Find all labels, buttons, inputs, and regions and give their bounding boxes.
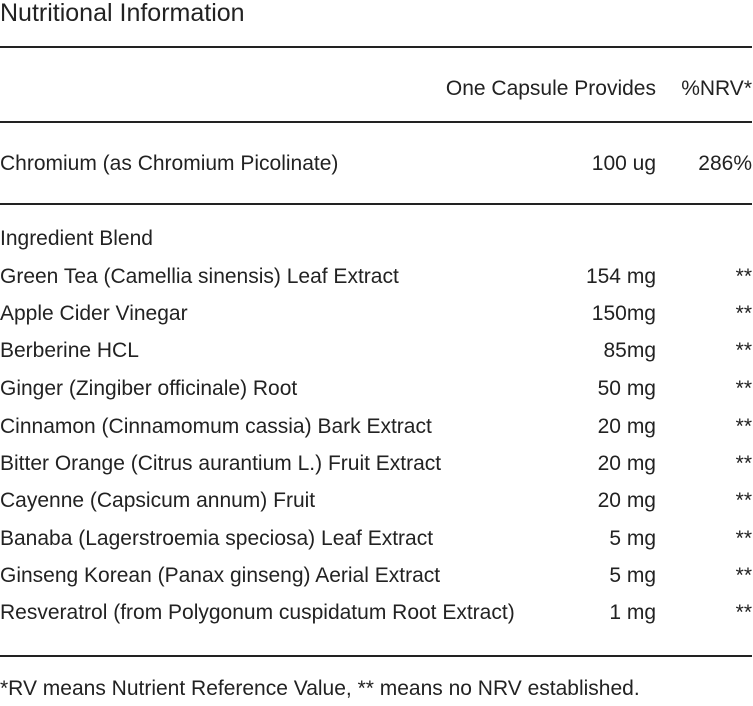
- divider-vitamin: [0, 203, 752, 205]
- divider-bottom: [0, 655, 752, 657]
- table-row: [0, 522, 753, 556]
- ingredient-nrv: **: [735, 302, 752, 325]
- ingredient-name: Berberine HCL: [0, 339, 139, 362]
- ingredient-amount: 150mg: [591, 302, 656, 325]
- table-row: [0, 559, 753, 593]
- footnote: *RV means Nutrient Reference Value, ** means no NRV established.: [0, 677, 640, 700]
- divider-header: [0, 121, 752, 123]
- table-row: [0, 410, 753, 444]
- page-title: Nutritional Information: [0, 0, 245, 27]
- ingredient-nrv: **: [735, 527, 752, 550]
- ingredient-name: Cayenne (Capsicum annum) Fruit: [0, 489, 316, 512]
- table-row: [0, 372, 753, 406]
- ingredient-nrv: **: [735, 564, 752, 587]
- ingredient-amount: 20 mg: [597, 452, 656, 475]
- ingredient-nrv: **: [735, 601, 752, 624]
- ingredient-name: Resveratrol (from Polygonum cuspidatum Root Extract): [0, 601, 515, 624]
- divider-top: [0, 46, 752, 48]
- ingredient-amount: 1 mg: [609, 601, 656, 624]
- ingredient-name: Ginseng Korean (Panax ginseng) Aerial Extract: [0, 564, 441, 587]
- vitamin-row: [0, 147, 753, 181]
- ingredient-nrv: **: [735, 415, 752, 438]
- ingredient-name: Banaba (Lagerstroemia speciosa) Leaf Extract: [0, 527, 434, 550]
- vitamin-nrv: 286%: [698, 152, 752, 175]
- ingredient-nrv: **: [735, 452, 752, 475]
- table-row: [0, 447, 753, 481]
- ingredient-nrv: **: [735, 265, 752, 288]
- ingredient-name: Cinnamon (Cinnamomum cassia) Bark Extract: [0, 415, 432, 438]
- ingredient-amount: 20 mg: [597, 415, 656, 438]
- ingredient-name: Apple Cider Vinegar: [0, 302, 188, 325]
- ingredient-name: Ginger (Zingiber officinale) Root: [0, 377, 298, 400]
- table-row: [0, 596, 753, 630]
- ingredient-amount: 5 mg: [609, 564, 656, 587]
- ingredient-nrv: **: [735, 377, 752, 400]
- table-row: [0, 484, 753, 518]
- vitamin-amount: 100 ug: [591, 152, 656, 175]
- ingredient-nrv: **: [735, 489, 752, 512]
- table-header-row: [0, 72, 753, 106]
- ingredient-nrv: **: [735, 339, 752, 362]
- vitamin-name: Chromium (as Chromium Picolinate): [0, 152, 339, 175]
- table-row: [0, 297, 753, 331]
- table-row: [0, 334, 753, 368]
- blend-heading-row: [0, 222, 753, 256]
- ingredient-amount: 50 mg: [597, 377, 656, 400]
- ingredient-name: Green Tea (Camellia sinensis) Leaf Extract: [0, 265, 399, 288]
- ingredient-amount: 5 mg: [609, 527, 656, 550]
- nrv-column-header: %NRV*: [681, 77, 752, 100]
- ingredient-name: Bitter Orange (Citrus aurantium L.) Fruit Extract: [0, 452, 442, 475]
- blend-heading: Ingredient Blend: [0, 227, 153, 250]
- table-row: [0, 260, 753, 294]
- ingredient-amount: 85mg: [603, 339, 656, 362]
- amount-column-header: One Capsule Provides: [445, 77, 656, 100]
- ingredient-amount: 20 mg: [597, 489, 656, 512]
- ingredient-amount: 154 mg: [585, 265, 656, 288]
